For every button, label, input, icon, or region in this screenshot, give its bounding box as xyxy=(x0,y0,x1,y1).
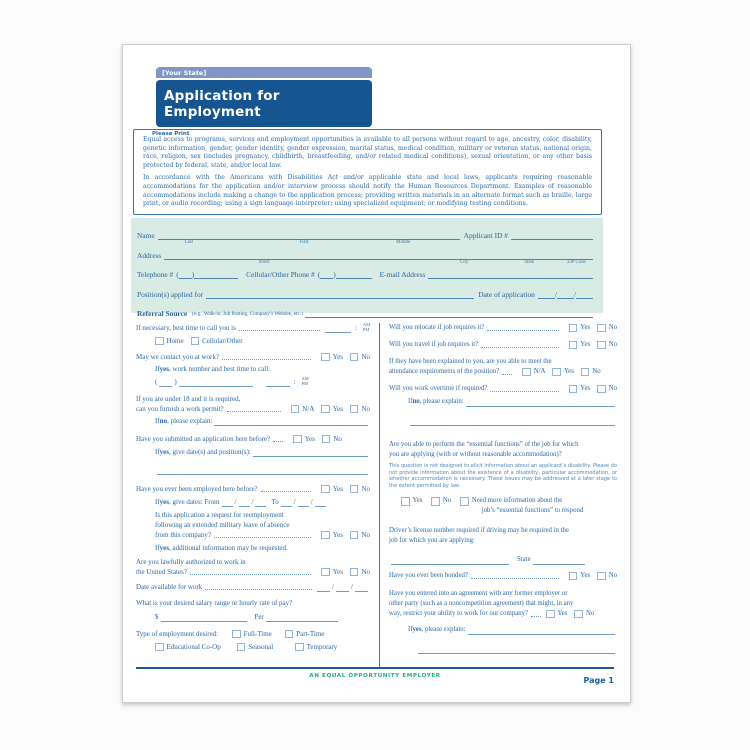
no-label: No xyxy=(608,385,617,392)
checkbox-no[interactable] xyxy=(597,572,606,581)
from-day-input[interactable] xyxy=(239,498,250,507)
dotted-leader xyxy=(227,411,281,412)
question-noncompete: Have you entered into an agreement with any former employer or other party (such as a noncompetition agreement) that might, in any way, restrict your ability to work for our company? Yes No If yes , please explain: xyxy=(389,589,617,654)
dotted-leader xyxy=(490,391,558,392)
if-yes-text: , please explain: xyxy=(421,626,466,634)
dollar-sign: $ xyxy=(155,613,159,621)
colon: : xyxy=(354,324,357,332)
question-travel xyxy=(389,340,617,350)
question-text: Have you ever been bonded? xyxy=(389,572,468,580)
no-label: No xyxy=(361,485,370,493)
question-text: Type of employment desired: xyxy=(136,630,219,638)
essential-functions-fine-print: This question is not designed to elicit information about an applicant’s disability. Please do not provide information about the existence of a disability, particular accommodation, or whether accommodation is necessary. These issues may be addressed at a later stage to the extent permitted by law. xyxy=(389,463,617,489)
checkbox-yes[interactable] xyxy=(569,572,578,581)
application-date-label: Date of application xyxy=(478,289,535,299)
yes-label: Yes xyxy=(580,341,591,348)
checkbox-yes[interactable] xyxy=(569,324,578,333)
question-text: Date available for work xyxy=(136,583,203,591)
checkbox-yes[interactable] xyxy=(321,568,330,577)
email-label: E-mail Address xyxy=(379,270,426,279)
page-number: Page 1 xyxy=(583,676,614,685)
seasonal-label: Seasonal xyxy=(248,643,274,651)
full-time-label: Full-Time xyxy=(243,630,272,638)
checkbox-yes[interactable] xyxy=(321,531,330,540)
per-label: Per xyxy=(254,613,264,621)
checkbox-full-time[interactable] xyxy=(232,630,241,639)
dotted-leader xyxy=(481,347,559,348)
applicant-info-panel xyxy=(131,218,603,318)
address-sub-city: City xyxy=(460,259,469,265)
state-label: [Your State] xyxy=(162,69,207,77)
footer-rule xyxy=(136,667,614,669)
question-best-time-to-call xyxy=(136,323,370,346)
equal-opportunity-text: AN EQUAL OPPORTUNITY EMPLOYER xyxy=(309,673,441,679)
no-label: No xyxy=(361,353,370,361)
question-work-permit: If you are under 18 and it is required, can you furnish a work permit? N/A Yes No If no , please explain: xyxy=(136,395,370,425)
question-date-available: Date available for work / / xyxy=(136,582,370,592)
from-year-input[interactable] xyxy=(255,498,266,507)
question-text: Will you relocate if job requires it? xyxy=(389,324,485,331)
no-label: No xyxy=(442,497,452,505)
dates-positions-input-line-2[interactable] xyxy=(157,466,368,475)
question-text: Have you submitted an application here before? xyxy=(136,435,271,443)
no-label: No xyxy=(361,568,370,576)
yes-label: Yes xyxy=(332,531,343,539)
name-row xyxy=(137,230,593,245)
checkbox-yes[interactable] xyxy=(569,385,578,394)
am-pm-label: AM PM xyxy=(301,376,309,387)
question-text: What is your desired salary range or hourly rate of pay? xyxy=(136,599,293,607)
address-sub-street: Street xyxy=(258,259,270,265)
question-text: If necessary, best time to call you is xyxy=(136,324,236,332)
if-yes-text: , additional information may be requested. xyxy=(169,544,288,552)
question-text: attendance requirements of the position? xyxy=(389,368,500,375)
question-text: other party (such as a noncompetition agreement) that might, in any xyxy=(389,600,574,608)
date-slash: / xyxy=(573,289,576,299)
yes-label: Yes xyxy=(332,568,343,576)
address-sub-state: State xyxy=(524,259,534,265)
name-sub-middle: Middle xyxy=(396,240,411,245)
address-row xyxy=(137,250,593,265)
dotted-leader xyxy=(239,330,320,331)
dotted-leader xyxy=(261,491,312,492)
yes-label: Yes xyxy=(580,385,591,392)
na-label: N/A xyxy=(533,368,546,375)
if-yes-text: , work number and best time to call: xyxy=(169,365,271,373)
question-text: May we contact you at work? xyxy=(136,353,219,361)
referral-label: Referral Source xyxy=(137,309,188,318)
dates-positions-input-line[interactable] xyxy=(253,448,368,457)
checkbox-home[interactable] xyxy=(155,337,164,346)
checkbox-no[interactable] xyxy=(597,385,606,394)
referral-row xyxy=(137,308,593,318)
if-yes-text: , give date(s) and position(s): xyxy=(169,448,251,456)
checkbox-no[interactable] xyxy=(350,568,359,577)
dotted-leader xyxy=(502,374,512,375)
explain-input-line[interactable] xyxy=(214,417,368,426)
telephone-input-line[interactable] xyxy=(191,269,238,279)
work-number-input[interactable] xyxy=(179,378,253,387)
work-area-code-input[interactable] xyxy=(159,378,172,387)
question-text: Are you able to perform the “essential functions” of the job for which xyxy=(389,441,579,448)
checkbox-na[interactable] xyxy=(291,405,300,414)
checkbox-seasonal[interactable] xyxy=(237,643,246,652)
question-text: can you furnish a work permit? xyxy=(136,405,224,413)
to-day-input[interactable] xyxy=(298,498,309,507)
question-text: Have you ever been employed here before? xyxy=(136,485,258,493)
checkbox-no[interactable] xyxy=(350,485,359,494)
question-work-authorization xyxy=(136,557,370,577)
checkbox-temporary[interactable] xyxy=(295,643,304,652)
need-more-info-label: Need more information about the job’s “essential functions” to respond xyxy=(471,497,584,515)
to-label: To xyxy=(271,498,279,506)
dotted-leader xyxy=(222,359,311,360)
question-drivers-license xyxy=(389,526,617,565)
checkbox-cellular-other[interactable] xyxy=(191,337,200,346)
referral-input-line[interactable] xyxy=(305,308,593,318)
address-input-line[interactable] xyxy=(164,250,593,265)
explain-input-line-2[interactable] xyxy=(410,417,615,426)
question-bonded xyxy=(389,571,617,581)
checkbox-part-time[interactable] xyxy=(285,630,294,639)
dotted-leader xyxy=(205,589,312,590)
cellular-label: Cellular/Other Phone # xyxy=(246,270,315,279)
checkbox-yes[interactable] xyxy=(569,341,578,350)
checkbox-educational-coop[interactable] xyxy=(155,643,164,652)
dotted-leader xyxy=(531,616,541,617)
yes-label: Yes xyxy=(563,368,574,375)
checkbox-yes[interactable] xyxy=(552,368,561,377)
checkbox-no[interactable] xyxy=(350,405,359,414)
checkbox-no[interactable] xyxy=(431,497,440,506)
question-text: way, restrict your ability to work for our company? xyxy=(389,610,529,618)
temporary-label: Temporary xyxy=(306,643,338,651)
cellular-paren-close: ) xyxy=(333,270,336,279)
question-text: Will you travel if job requires it? xyxy=(389,341,479,348)
checkbox-no[interactable] xyxy=(350,353,359,362)
state-label: State xyxy=(517,556,531,564)
educational-coop-label: Educational Co-Op xyxy=(166,643,221,651)
cellular-input-line[interactable] xyxy=(336,269,372,279)
checkbox-yes[interactable] xyxy=(401,497,410,506)
checkbox-yes[interactable] xyxy=(321,485,330,494)
question-text: you are applying (with or without reasonable accommodation)? xyxy=(389,451,562,458)
form-header xyxy=(152,67,372,137)
yes-label: Yes xyxy=(557,610,568,618)
question-overtime: Will you work overtime if required? Yes No If no , please explain: xyxy=(389,384,617,426)
checkbox-yes[interactable] xyxy=(546,610,555,619)
print-note: Please Print xyxy=(152,131,190,137)
if-no-text: , please explain: xyxy=(419,398,464,405)
cellular-other-label: Cellular/Other xyxy=(202,337,243,345)
am-pm-label: AM PM xyxy=(362,322,370,333)
dotted-leader xyxy=(273,441,283,442)
name-sub-last: Last xyxy=(184,240,194,245)
explain-input-line-2[interactable] xyxy=(418,645,615,654)
eeo-paragraph-2: In accordance with the Americans with Disabilities Act and/or applicable state and local laws, applicants requiring reasonable accommodations for the application and/or interview process should notify the Human Resources Department. Examples of reasonable accommodations include making a change to the application process; providing written materials in an alternate format such as braille, large print, or audio recording; using a sign language interpreter; using specialized equipment; or modifying testing conditions. xyxy=(143,174,592,208)
license-state-input[interactable] xyxy=(533,556,585,565)
checkbox-na[interactable] xyxy=(522,368,531,377)
question-employment-type xyxy=(136,629,370,652)
available-day-input[interactable] xyxy=(336,583,349,592)
dotted-leader xyxy=(190,574,311,575)
form-title: Application for Employment xyxy=(164,88,280,120)
no-label: No xyxy=(608,324,617,331)
no-label: No xyxy=(608,572,617,580)
question-essential-functions xyxy=(389,440,617,460)
checkbox-no[interactable] xyxy=(322,435,331,444)
yes-label: Yes xyxy=(332,485,343,493)
dotted-leader xyxy=(471,578,559,579)
yes-label: Yes xyxy=(304,435,315,443)
question-attendance xyxy=(389,357,617,377)
application-date-month-input[interactable] xyxy=(538,289,555,299)
yes-label: Yes xyxy=(580,324,591,331)
best-time-input-line[interactable] xyxy=(325,324,351,333)
no-label: No xyxy=(361,531,370,539)
na-label: N/A xyxy=(302,405,315,413)
yes-label: Yes xyxy=(332,353,343,361)
email-input-line[interactable] xyxy=(428,269,593,279)
question-text: job for which you are applying: xyxy=(389,537,475,545)
no-label: No xyxy=(361,405,370,413)
question-text: Are you lawfully authorized to work in xyxy=(136,558,246,566)
cellular-paren-open: ( xyxy=(317,270,321,279)
question-text: If you are under 18 and it is required, xyxy=(136,395,241,403)
footer xyxy=(136,673,614,687)
checkbox-no[interactable] xyxy=(581,368,590,377)
telephone-paren-close: ) xyxy=(191,270,195,279)
if-yes-text: , give dates: From xyxy=(169,498,220,506)
to-year-input[interactable] xyxy=(315,498,326,507)
question-desired-salary xyxy=(136,598,370,622)
referral-hint: (e.g., Walk-in, Job Posting, Company’s Website, etc.) xyxy=(192,311,303,317)
available-month-input[interactable] xyxy=(317,583,330,592)
application-date-day-input[interactable] xyxy=(554,289,574,299)
dotted-leader xyxy=(214,537,311,538)
yes-label: Yes xyxy=(580,572,591,580)
dotted-leader xyxy=(487,330,559,331)
no-label: No xyxy=(592,368,601,375)
phone-email-row xyxy=(137,269,593,279)
work-best-time-input[interactable] xyxy=(266,378,290,387)
question-contact-at-work: May we contact you at work? Yes No If yes , work number and best time to call: ( ) : AM PM xyxy=(136,353,370,387)
left-column xyxy=(136,323,379,667)
yes-label: Yes xyxy=(412,497,423,505)
yes-label: Yes xyxy=(332,405,343,413)
right-column xyxy=(379,323,617,667)
question-text: Will you work overtime if required? xyxy=(389,385,488,392)
cellular-area-input[interactable] xyxy=(317,269,336,279)
applicant-id-input-line[interactable] xyxy=(511,230,593,240)
to-month-input[interactable] xyxy=(281,498,292,507)
question-text: Have you entered into an agreement with any former employer or xyxy=(389,590,568,598)
license-number-input[interactable] xyxy=(391,556,509,565)
question-reemployment: Is this application a request for reemployment following an extended military leave of absence from this company? Yes No If yes , additional information may be requested. xyxy=(155,511,370,552)
state-bar xyxy=(156,67,372,78)
telephone-area-input[interactable] xyxy=(179,269,195,279)
if-no-text: , please explain: xyxy=(167,417,213,425)
question-relocate xyxy=(389,323,617,333)
question-text: If they have been explained to you, are you able to meet the xyxy=(389,358,552,365)
checkbox-no[interactable] xyxy=(597,324,606,333)
question-columns xyxy=(136,323,617,667)
name-input-line[interactable] xyxy=(158,230,460,245)
position-input-line[interactable] xyxy=(206,289,474,299)
form-title-bar xyxy=(156,80,372,127)
name-label: Name xyxy=(137,231,155,240)
home-label: Home xyxy=(166,337,184,345)
checkbox-need-more-info[interactable] xyxy=(460,497,469,506)
explain-input-line[interactable] xyxy=(466,398,615,407)
salary-input-line[interactable] xyxy=(161,613,247,622)
eeo-paragraph-1: Equal access to programs, services and employment opportunities is available to all persons without regard to age, ancestry, color, disability, genetic information, gender, gender identity, gender expression, marital status, medical condition, military or veteran status, national origin, race, religion, sex (includes pregnancy, childbirth, breastfeeding, and/or related medical conditions), sexual orientation, or any other basis protected by federal, state, and/or local law. xyxy=(143,136,592,169)
no-label: No xyxy=(608,341,617,348)
eeo-notice-box xyxy=(133,129,602,215)
name-sub-first: First xyxy=(299,240,309,245)
checkbox-no[interactable] xyxy=(350,531,359,540)
application-form-page xyxy=(122,44,631,703)
question-submitted-before: Have you submitted an application here before? Yes No If yes , give date(s) and position(s): xyxy=(136,434,370,475)
no-label: No xyxy=(333,435,342,443)
question-employed-before: Have you ever been employed here before? Yes No If yes , give dates: From / / To / / Is this application a request for reemployment following an extended military leave of absence from this company? Yes No If yes , additional information may be requested. xyxy=(136,485,370,552)
from-month-input[interactable] xyxy=(222,498,233,507)
checkbox-no[interactable] xyxy=(597,341,606,350)
position-label: Position(s) applied for xyxy=(137,289,204,299)
essential-functions-answers xyxy=(389,496,617,516)
checkbox-yes[interactable] xyxy=(293,435,302,444)
no-label: No xyxy=(585,610,595,618)
checkbox-yes[interactable] xyxy=(321,353,330,362)
date-slash: / xyxy=(554,289,557,299)
telephone-label: Telephone # xyxy=(137,270,174,279)
explain-input-line[interactable] xyxy=(468,626,615,635)
question-text: the United States? xyxy=(136,568,187,576)
part-time-label: Part-Time xyxy=(296,630,325,638)
checkbox-yes[interactable] xyxy=(321,405,330,414)
address-sub-zip: ZIP Code xyxy=(567,259,586,265)
address-label: Address xyxy=(137,250,162,260)
telephone-paren-open: ( xyxy=(176,270,179,279)
checkbox-no[interactable] xyxy=(574,610,583,619)
question-text: Driver’s license number required if driving may be required in the xyxy=(389,527,569,535)
application-date-year-input[interactable] xyxy=(573,289,593,299)
available-year-input[interactable] xyxy=(355,583,368,592)
per-input-line[interactable] xyxy=(266,613,338,622)
applicant-id-label: Applicant ID # xyxy=(463,231,508,240)
position-date-row xyxy=(137,289,593,299)
